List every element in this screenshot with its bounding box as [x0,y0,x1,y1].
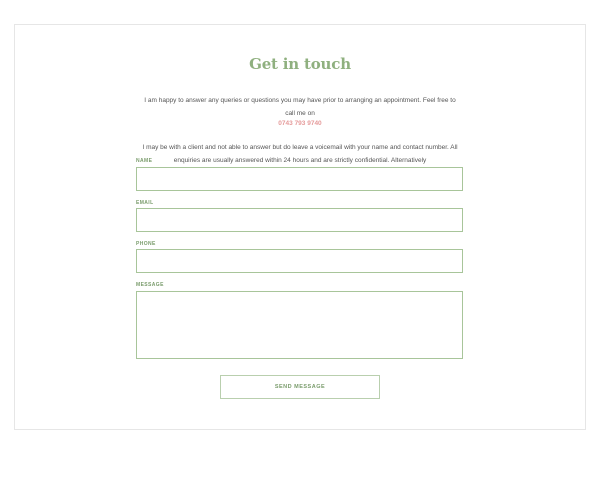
intro-paragraph: I am happy to answer any queries or questions you may have prior to arranging an appointment. Feel free to call me on [144,97,456,117]
name-field[interactable] [136,167,463,191]
send-message-button[interactable]: SEND MESSAGE [220,375,380,399]
message-field[interactable] [136,291,463,359]
voicemail-paragraph: I may be with a client and not able to answer but do leave a voicemail with your name and contact number. All enquiries are usually answered within 24 hours and are strictly confidential. Alternatively [142,144,458,164]
email-field[interactable] [136,208,463,232]
message-label: MESSAGE [136,282,164,288]
page-title: Get in touch [249,55,351,73]
phone-field[interactable] [136,249,463,273]
phone-label: PHONE [136,241,156,247]
name-label: NAME [136,158,153,164]
phone-number-link[interactable]: 0743 793 9740 [278,120,322,127]
email-label: EMAIL [136,200,154,206]
